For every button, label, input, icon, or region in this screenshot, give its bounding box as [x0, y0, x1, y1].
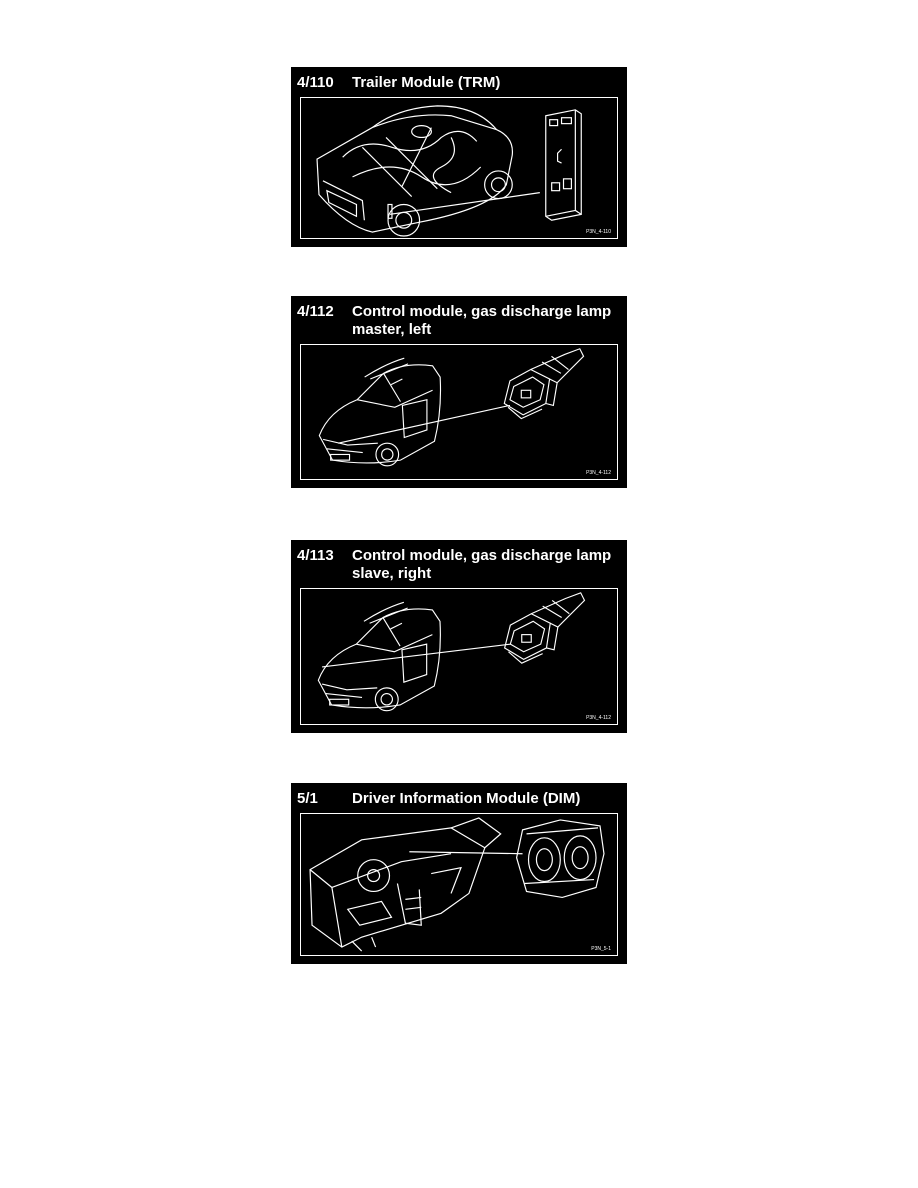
dashboard-instrument-cluster-illustration	[301, 814, 617, 955]
component-title: Control module, gas discharge lamp master, left	[352, 303, 612, 338]
figure-panel-4-110	[291, 67, 627, 247]
figure-code: P3N_4-112	[586, 470, 611, 476]
component-title: Control module, gas discharge lamp slave, right	[352, 547, 612, 582]
figure-code: P3N_5-1	[591, 946, 611, 952]
component-number: 4/110	[297, 74, 334, 91]
figure-panel-5-1	[291, 783, 627, 964]
component-title: Driver Information Module (DIM)	[352, 790, 581, 807]
figure-code: P3N_4-110	[586, 229, 611, 235]
component-number: 4/113	[297, 547, 334, 564]
car-rear-trailer-module-illustration	[301, 98, 617, 238]
illustration-frame	[300, 813, 618, 956]
illustration-frame	[300, 344, 618, 480]
car-front-headlamp-module-illustration	[301, 345, 617, 479]
car-front-headlamp-module-illustration	[301, 589, 617, 724]
component-number: 4/112	[297, 303, 334, 320]
figure-code: P3N_4-112	[586, 715, 611, 721]
illustration-frame	[300, 97, 618, 239]
component-title: Trailer Module (TRM)	[352, 74, 501, 91]
figure-panel-4-112	[291, 296, 627, 488]
illustration-frame	[300, 588, 618, 725]
component-number: 5/1	[297, 790, 318, 807]
figure-panel-4-113	[291, 540, 627, 733]
